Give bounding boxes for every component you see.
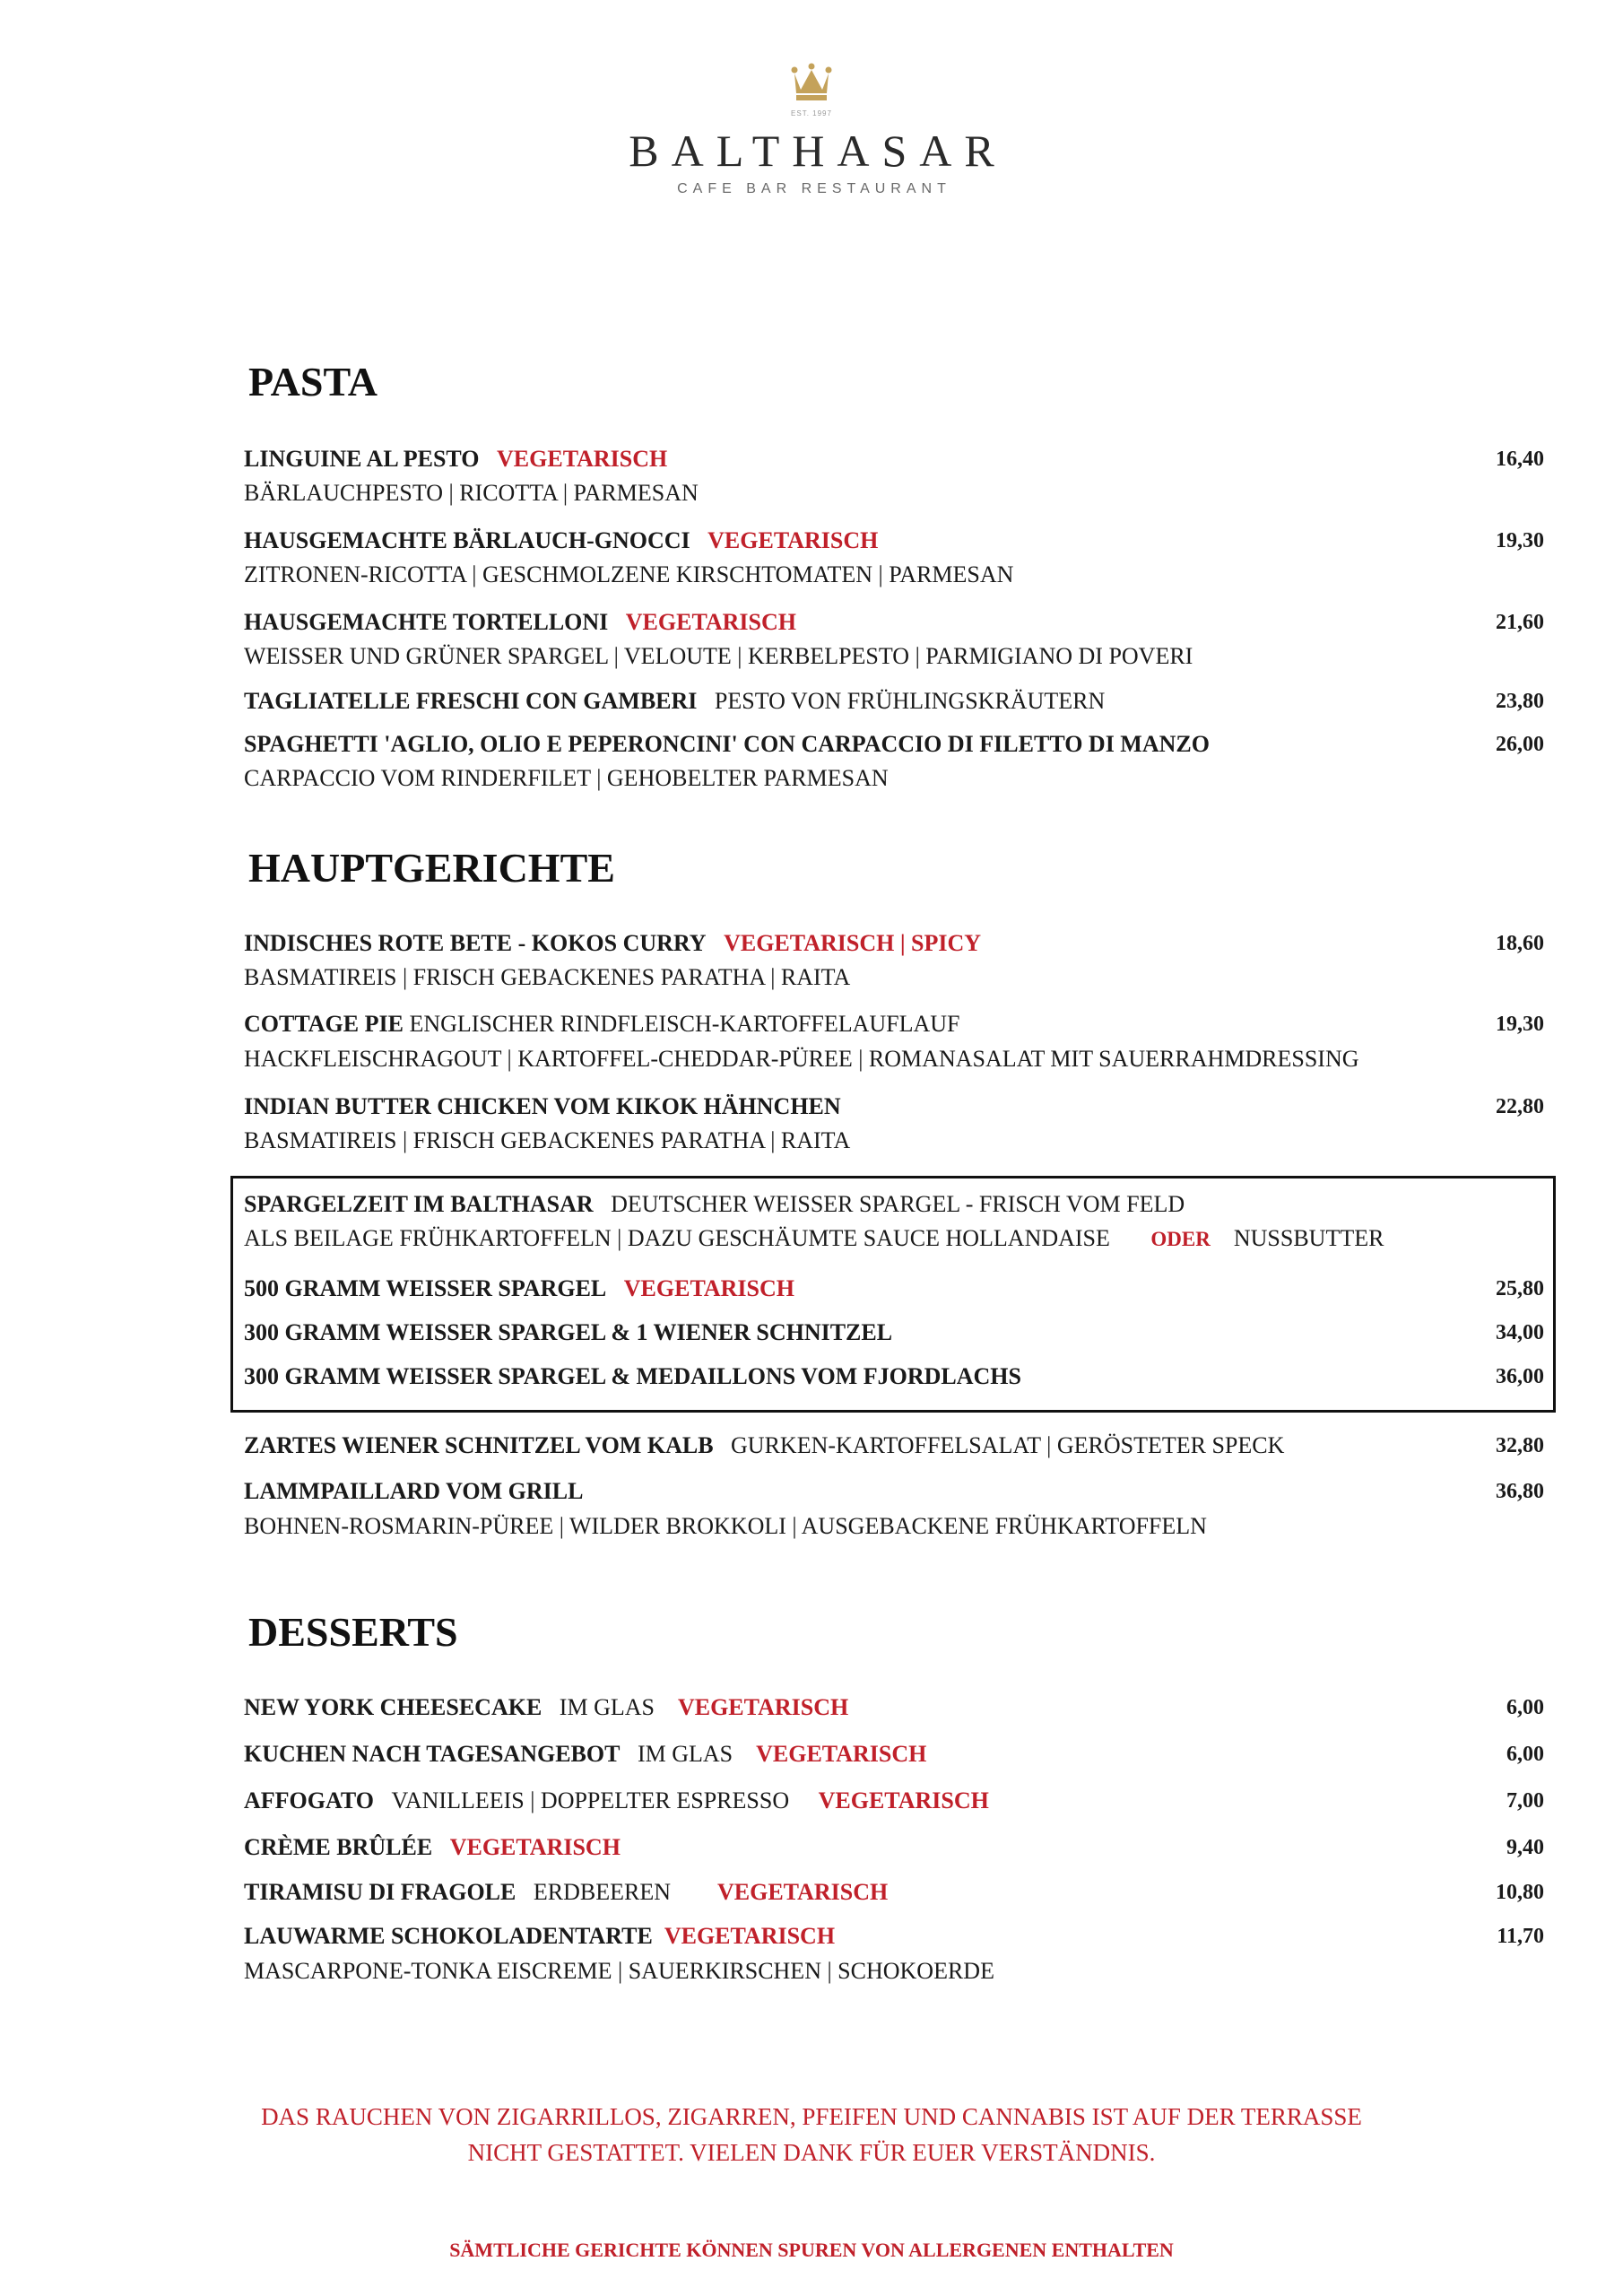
item-inline-description: VANILLEEIS | DOPPELTER ESPRESSO — [391, 1787, 790, 1813]
item-name: LINGUINE AL PESTO — [244, 446, 480, 472]
item-description: BASMATIREIS | FRISCH GEBACKENES PARATHA | RAITA — [244, 1127, 851, 1153]
menu-item — [244, 1787, 1544, 1814]
item-inline-description: ENGLISCHER RINDFLEISCH-KARTOFFELAUFLAUF — [409, 1011, 960, 1037]
item-name: COTTAGE PIE — [244, 1011, 404, 1037]
item-inline-description: GURKEN-KARTOFFELSALAT | GERÖSTETER SPECK — [731, 1432, 1285, 1458]
item-description: CARPACCIO VOM RINDERFILET | GEHOBELTER PARMESAN — [244, 765, 889, 791]
item-name: TAGLIATELLE FRESCHI CON GAMBERI — [244, 688, 698, 714]
item-price: 22,80 — [1496, 1095, 1544, 1118]
section-title-desserts: DESSERTS — [248, 1609, 458, 1655]
spargel-title-description: DEUTSCHER WEISSER SPARGEL - FRISCH VOM FELD — [611, 1191, 1185, 1217]
item-price: 18,60 — [1496, 932, 1544, 955]
item-price: 11,70 — [1497, 1925, 1544, 1948]
item-description: MASCARPONE-TONKA EISCREME | SAUERKIRSCHEN | SCHOKOERDE — [244, 1958, 994, 1984]
crown-icon — [789, 63, 834, 102]
item-name: INDIAN BUTTER CHICKEN VOM KIKOK HÄHNCHEN — [244, 1093, 841, 1119]
menu-item — [244, 1319, 1544, 1346]
menu-item — [244, 1741, 1544, 1768]
item-price: 19,30 — [1496, 529, 1544, 552]
brand-name: BALTHASAR — [629, 126, 1007, 176]
item-price: 19,30 — [1496, 1013, 1544, 1036]
vegetarian-tag: VEGETARISCH — [818, 1787, 989, 1813]
menu-item — [244, 446, 1544, 473]
menu-item — [244, 930, 1544, 957]
brand-established: EST. 1997 — [791, 109, 832, 117]
spargel-beilage: ALS BEILAGE FRÜHKARTOFFELN | DAZU GESCHÄUMTE SAUCE HOLLANDAISE — [244, 1225, 1110, 1251]
allergen-notice: SÄMTLICHE GERICHTE KÖNNEN SPUREN VON ALLERGENEN ENTHALTEN — [449, 2239, 1174, 2261]
item-name: NEW YORK CHEESECAKE — [244, 1694, 542, 1720]
menu-item — [244, 1478, 1544, 1505]
item-name: HAUSGEMACHTE TORTELLONI — [244, 609, 609, 635]
vegetarian-tag: VEGETARISCH — [664, 1923, 836, 1949]
smoking-notice-line-1: DAS RAUCHEN VON ZIGARRILLOS, ZIGARREN, PFEIFEN UND CANNABIS IST AUF DER TERRASSE — [261, 2103, 1362, 2130]
item-name: CRÈME BRÛLÉE — [244, 1834, 433, 1860]
vegetarian-tag: VEGETARISCH — [625, 609, 797, 635]
spargel-butter: NUSSBUTTER — [1233, 1225, 1384, 1251]
item-description: HACKFLEISCHRAGOUT | KARTOFFEL-CHEDDAR-PÜREE | ROMANASALAT MIT SAUERRAHMDRESSING — [244, 1046, 1359, 1072]
item-price: 16,40 — [1496, 448, 1544, 471]
item-price: 34,00 — [1496, 1321, 1544, 1344]
item-name: KUCHEN NACH TAGESANGEBOT — [244, 1741, 621, 1767]
item-inline-description: IM GLAS — [559, 1694, 655, 1720]
item-name: 300 GRAMM WEISSER SPARGEL & MEDAILLONS VOM FJORDLACHS — [244, 1363, 1021, 1389]
vegetarian-spicy-tag: VEGETARISCH | SPICY — [724, 930, 982, 956]
vegetarian-tag: VEGETARISCH — [716, 1879, 889, 1905]
menu-item — [244, 1923, 1544, 1950]
item-description: BASMATIREIS | FRISCH GEBACKENES PARATHA | RAITA — [244, 964, 851, 990]
item-price: 6,00 — [1506, 1743, 1544, 1766]
item-description: BOHNEN-ROSMARIN-PÜREE | WILDER BROKKOLI | AUSGEBACKENE FRÜHKARTOFFELN — [244, 1513, 1207, 1539]
item-inline-description: PESTO VON FRÜHLINGSKRÄUTERN — [714, 688, 1106, 714]
menu-item — [244, 1275, 1544, 1302]
item-inline-description: IM GLAS — [637, 1741, 733, 1767]
spargel-sides — [244, 1225, 1384, 1253]
menu-item — [244, 527, 1544, 554]
item-name: SPAGHETTI 'AGLIO, OLIO E PEPERONCINI' CON CARPACCIO DI FILETTO DI MANZO — [244, 731, 1210, 757]
item-price: 23,80 — [1496, 690, 1544, 713]
item-description: BÄRLAUCHPESTO | RICOTTA | PARMESAN — [244, 480, 699, 506]
menu-item — [244, 731, 1544, 758]
spargel-header — [244, 1191, 1544, 1218]
menu-item — [244, 609, 1544, 636]
menu-item — [244, 1011, 1544, 1038]
or-tag: ODER — [1150, 1228, 1211, 1250]
vegetarian-tag: VEGETARISCH — [497, 446, 668, 472]
item-price: 36,80 — [1496, 1480, 1544, 1503]
menu-item — [244, 1694, 1544, 1721]
item-name: AFFOGATO — [244, 1787, 374, 1813]
item-price: 36,00 — [1496, 1365, 1544, 1388]
spargel-title: SPARGELZEIT IM BALTHASAR — [244, 1191, 594, 1217]
menu-item — [244, 1363, 1544, 1390]
menu-item — [244, 1093, 1544, 1120]
menu-item — [244, 688, 1544, 715]
item-name: HAUSGEMACHTE BÄRLAUCH-GNOCCI — [244, 527, 690, 553]
item-price: 26,00 — [1496, 733, 1544, 756]
item-price: 25,80 — [1496, 1277, 1544, 1300]
vegetarian-tag: VEGETARISCH — [449, 1834, 621, 1860]
brand-subtitle: CAFE BAR RESTAURANT — [677, 181, 951, 196]
brand-logo — [0, 63, 1623, 197]
section-title-pasta: PASTA — [248, 359, 378, 404]
item-price: 7,00 — [1506, 1789, 1544, 1813]
item-price: 32,80 — [1496, 1434, 1544, 1457]
smoking-notice — [0, 2099, 1623, 2170]
item-name: INDISCHES ROTE BETE - KOKOS CURRY — [244, 930, 707, 956]
vegetarian-tag: VEGETARISCH — [707, 527, 879, 553]
item-name: 500 GRAMM WEISSER SPARGEL — [244, 1275, 607, 1301]
item-name: LAUWARME SCHOKOLADENTARTE — [244, 1923, 653, 1949]
item-price: 21,60 — [1496, 611, 1544, 634]
item-price: 9,40 — [1506, 1836, 1544, 1859]
item-name: TIRAMISU DI FRAGOLE — [244, 1879, 516, 1905]
section-title-hauptgerichte: HAUPTGERICHTE — [248, 845, 615, 891]
menu-item — [244, 1432, 1544, 1459]
vegetarian-tag: VEGETARISCH — [677, 1694, 849, 1720]
item-name: 300 GRAMM WEISSER SPARGEL & 1 WIENER SCHNITZEL — [244, 1319, 893, 1345]
vegetarian-tag: VEGETARISCH — [756, 1741, 927, 1767]
item-name: LAMMPAILLARD VOM GRILL — [244, 1478, 584, 1504]
item-description: ZITRONEN-RICOTTA | GESCHMOLZENE KIRSCHTOMATEN | PARMESAN — [244, 561, 1014, 587]
item-price: 6,00 — [1506, 1696, 1544, 1719]
smoking-notice-line-2: NICHT GESTATTET. VIELEN DANK FÜR EUER VERSTÄNDNIS. — [467, 2139, 1156, 2166]
item-name: ZARTES WIENER SCHNITZEL VOM KALB — [244, 1432, 714, 1458]
item-inline-description: ERDBEEREN — [533, 1879, 671, 1905]
menu-item — [244, 1834, 1544, 1861]
vegetarian-tag: VEGETARISCH — [623, 1275, 794, 1301]
item-price: 10,80 — [1496, 1881, 1544, 1904]
item-description: WEISSER UND GRÜNER SPARGEL | VELOUTE | KERBELPESTO | PARMIGIANO DI POVERI — [244, 643, 1193, 669]
menu-item — [244, 1879, 1544, 1906]
